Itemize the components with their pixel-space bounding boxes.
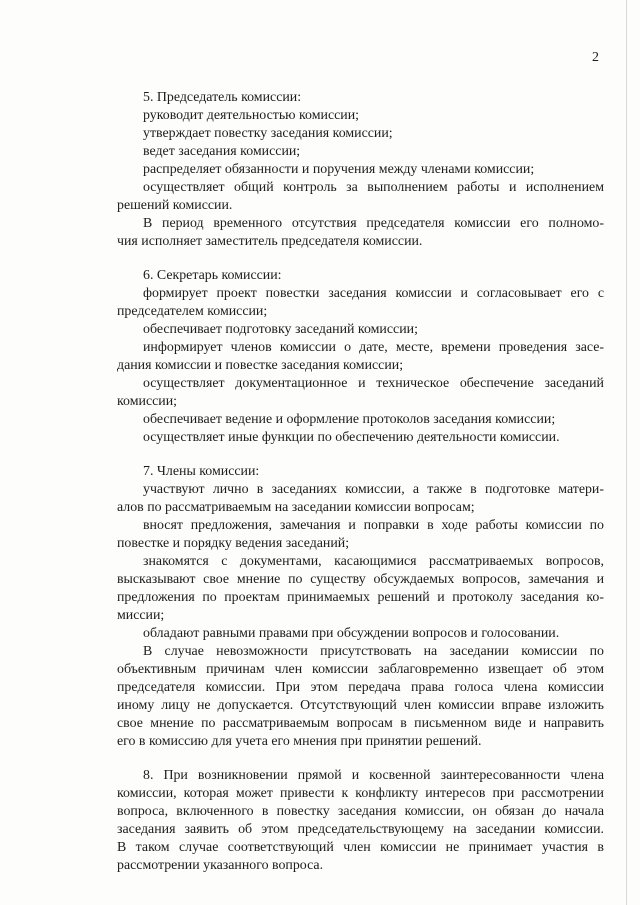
text-line: ведет заседания комиссии; (143, 144, 301, 159)
text-line: повестке и порядку ведения заседаний; (117, 536, 350, 551)
text-line: чия исполняет заместитель председателя комиссии. (117, 234, 423, 249)
text-line: обеспечивает ведение и оформление протоколов заседания комиссии; (143, 412, 556, 427)
text-line: алов по рассматриваемым на заседании комиссии вопросам; (117, 500, 475, 515)
text-line: участвуют лично в заседаниях комиссии, а также в подготовке матери- (143, 482, 604, 497)
paragraph-gap (117, 447, 604, 463)
text-line: заседания заявить об этом председательствующему на заседании комиссии. (117, 822, 604, 837)
text-line: руководит деятельностью комиссии; (143, 108, 360, 123)
page-number: 2 (592, 50, 599, 65)
text-line: осуществляет документационное и техническое обеспечение заседаний (143, 376, 604, 391)
document-body (117, 89, 604, 875)
text-line: утверждает повестку заседания комиссии; (143, 126, 393, 141)
text-line: комиссии; (117, 394, 178, 409)
text-line: осуществляет иные функции по обеспечению деятельности комиссии. (143, 430, 560, 445)
text-line: вносят предложения, замечания и поправки в ходе работы комиссии по (143, 518, 604, 533)
text-line: решений комиссии. (117, 198, 233, 213)
text-line: объективным причинам член комиссии заблаговременно извещает об этом (117, 662, 604, 677)
text-line: председателем комиссии; (117, 304, 268, 319)
text-line: рассмотрении указанного вопроса. (117, 858, 324, 873)
text-line: свое мнение по рассматриваемым вопросам в письменном виде и направить (117, 716, 604, 731)
text-line: вопроса, включенного в повестку заседания комиссии, он обязан до начала (117, 804, 604, 819)
text-line: высказывают свое мнение по существу обсуждаемых вопросов, замечания и (117, 572, 604, 587)
text-line: его в комиссию для учета его мнения при принятии решений. (117, 734, 482, 749)
text-line: знакомятся с документами, касающимися рассматриваемых вопросов, (143, 554, 604, 569)
text-line: обладают равными правами при обсуждении вопросов и голосовании. (143, 626, 560, 641)
text-line: В период временного отсутствия председателя комиссии его полномо- (143, 216, 604, 231)
paragraph-gap (117, 751, 604, 767)
text-line: комиссии, которая может привести к конфликту интересов при рассмотрении (117, 786, 604, 801)
text-line: обеспечивает подготовку заседаний комиссии; (143, 322, 418, 337)
text-line: предложения по проектам принимаемых решений и протоколу заседания ко- (117, 590, 604, 605)
text-line: 5. Председатель комиссии: (143, 90, 302, 105)
text-line: 6. Секретарь комиссии: (143, 268, 282, 283)
paragraph-gap (117, 251, 604, 267)
text-line: председателя комиссии. При этом передача права голоса члена комиссии (117, 680, 604, 695)
text-line: 8. При возникновении прямой и косвенной заинтересованности члена (143, 768, 604, 783)
scan-edge-line (626, 0, 627, 905)
text-line: информирует членов комиссии о дате, месте, времени проведения засе- (143, 340, 604, 355)
text-line: осуществляет общий контроль за выполнением работы и исполнением (143, 180, 604, 195)
text-line: иному лицу не допускается. Отсутствующий член комиссии вправе изложить (117, 698, 604, 713)
text-line: дания комиссии и повестке заседания комиссии; (117, 358, 404, 373)
text-line: распределяет обязанности и поручения между членами комиссии; (143, 162, 535, 177)
text-line: В таком случае соответствующий член комиссии не принимает участия в (117, 840, 604, 855)
text-line: 7. Члены комиссии: (143, 464, 260, 479)
text-line: формирует проект повестки заседания комиссии и согласовывает его с (143, 286, 604, 301)
text-line: миссии; (117, 608, 165, 623)
text-line: В случае невозможности присутствовать на заседании комиссии по (143, 644, 604, 659)
